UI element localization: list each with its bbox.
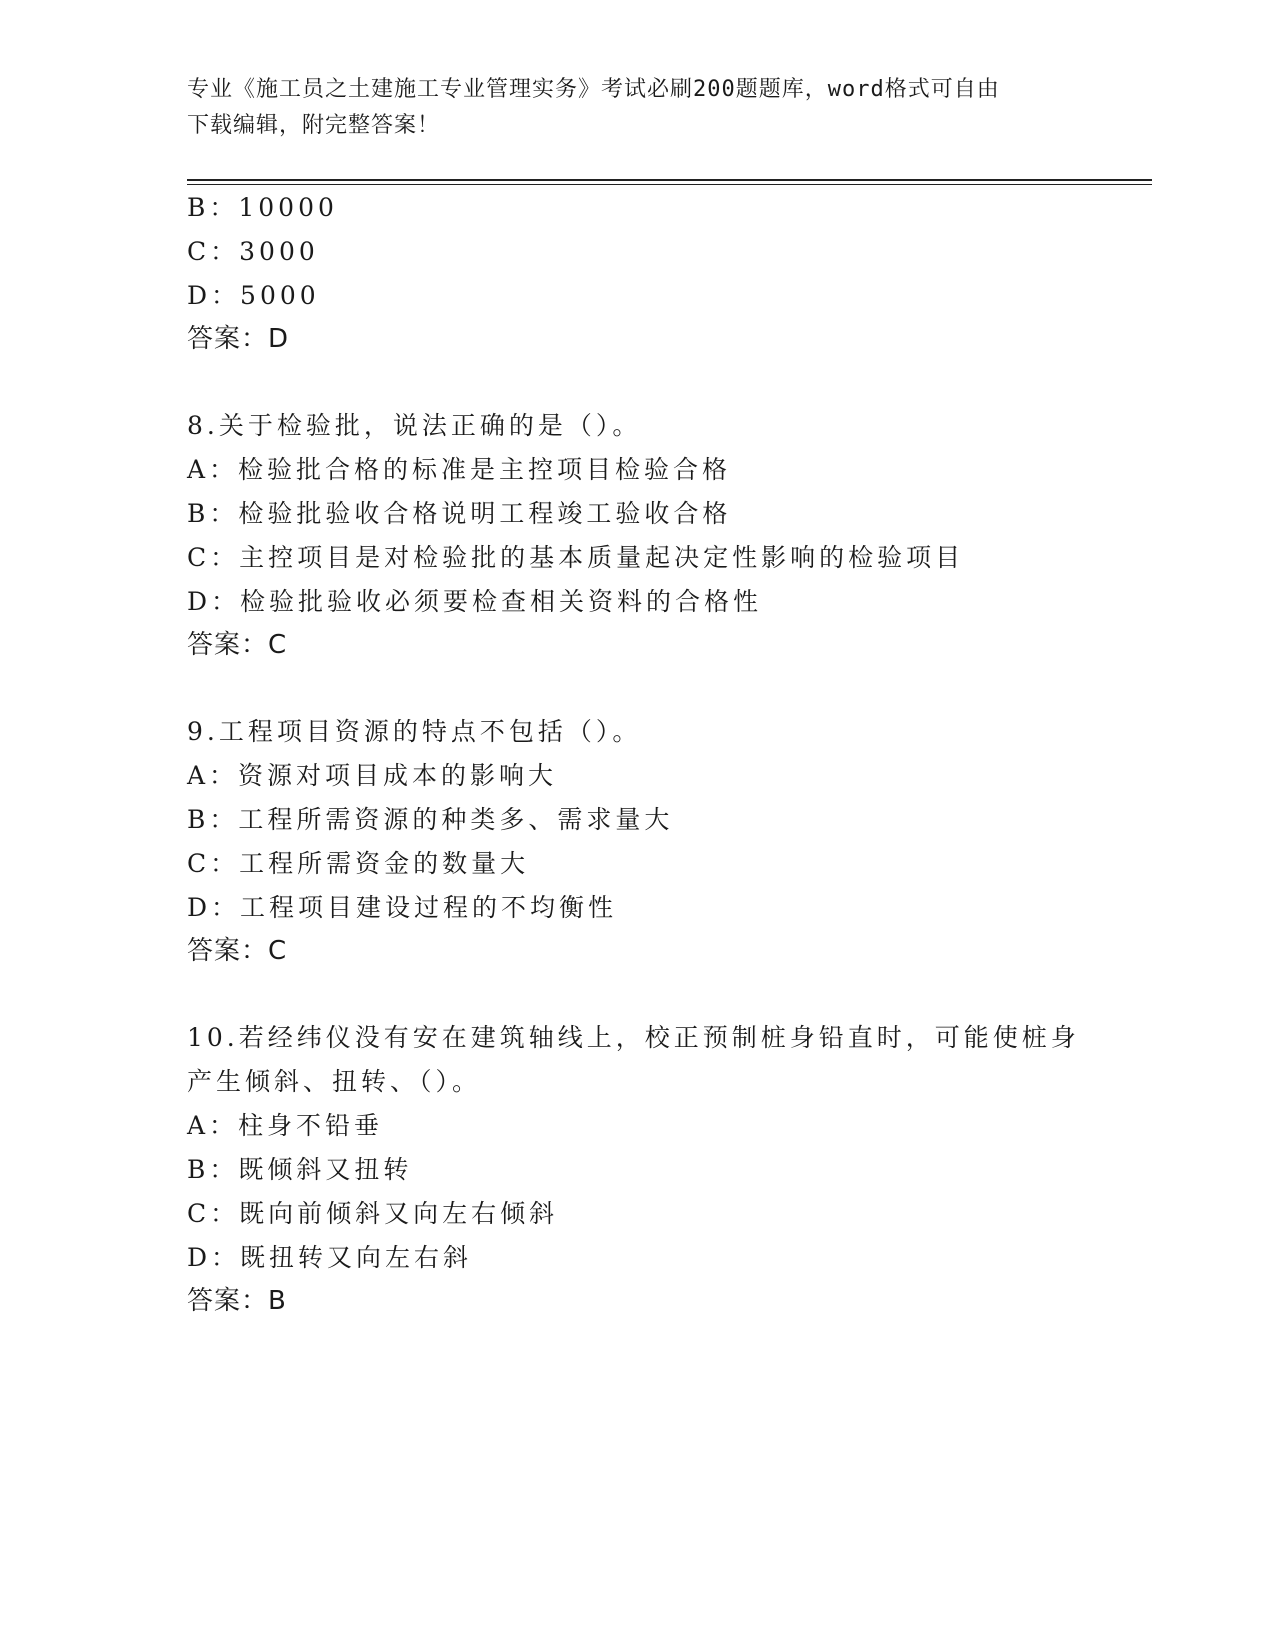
question-stem: 9.工程项目资源的特点不包括（）。 (187, 717, 642, 746)
option-b: B：10000 (187, 193, 338, 222)
answer: 答案：C (187, 630, 288, 660)
option-c: C：既向前倾斜又向左右倾斜 (187, 1199, 559, 1228)
option-a: A：柱身不铅垂 (187, 1111, 384, 1140)
option-d: D：工程项目建设过程的不均衡性 (187, 893, 618, 922)
question-stem-line-2: 产生倾斜、扭转、（）。 (187, 1067, 482, 1096)
option-d: D：5000 (187, 281, 320, 310)
answer: 答案：D (187, 324, 290, 354)
option-a: A：资源对项目成本的影响大 (187, 761, 558, 790)
document-header (187, 72, 1067, 144)
answer: 答案：C (187, 936, 288, 966)
option-d: D：检验批验收必须要检查相关资料的合格性 (187, 587, 763, 616)
option-c: C：3000 (187, 237, 319, 266)
header-line-2: 下载编辑，附完整答案！ (187, 113, 441, 138)
header-divider-thin (187, 184, 1152, 185)
option-a: A：检验批合格的标准是主控项目检验合格 (187, 455, 732, 484)
option-b: B：既倾斜又扭转 (187, 1155, 413, 1184)
option-b: B：工程所需资源的种类多、需求量大 (187, 805, 674, 834)
option-b: B：检验批验收合格说明工程竣工验收合格 (187, 499, 732, 528)
answer: 答案：B (187, 1286, 287, 1316)
option-c: C：主控项目是对检验批的基本质量起决定性影响的检验项目 (187, 543, 965, 572)
question-stem-line-1: 10.若经纬仪没有安在建筑轴线上，校正预制桩身铅直时，可能使桩身 (187, 1023, 1080, 1052)
question-stem: 8.关于检验批，说法正确的是（）。 (187, 411, 642, 440)
header-divider-thick (187, 179, 1152, 181)
option-d: D：既扭转又向左右斜 (187, 1243, 473, 1272)
option-c: C：工程所需资金的数量大 (187, 849, 530, 878)
header-line-1: 专业《施工员之土建施工专业管理实务》考试必刷200题题库，word格式可自由 (187, 77, 1000, 102)
